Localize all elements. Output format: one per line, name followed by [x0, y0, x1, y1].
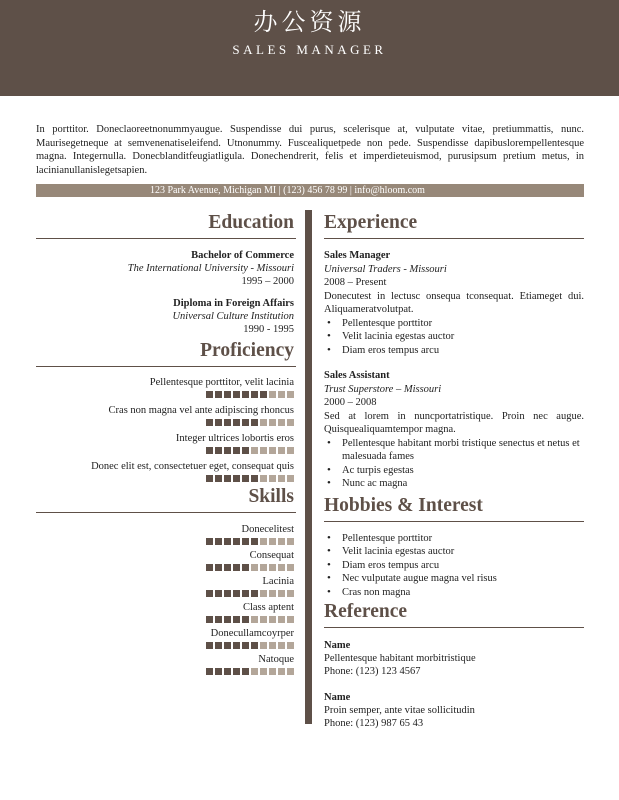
level-block-filled — [251, 538, 258, 545]
skill-item — [36, 575, 296, 597]
level-block-filled — [224, 475, 231, 482]
level-block-empty — [278, 447, 285, 454]
reference-text: Proin semper, ante vitae sollicitudin — [324, 705, 475, 716]
reference-text: Pellentesque habitant morbitristique — [324, 653, 476, 664]
skill-meter — [36, 564, 294, 571]
reference-entry — [324, 639, 584, 678]
skill-label: Natoque — [258, 654, 294, 665]
proficiency-meter — [36, 391, 294, 398]
list-item: • Cras non magna — [324, 586, 584, 600]
level-block-filled — [251, 590, 258, 597]
level-block-filled — [215, 564, 222, 571]
level-block-filled — [215, 668, 222, 675]
proficiency-meter — [36, 419, 294, 426]
level-block-empty — [278, 419, 285, 426]
level-block-filled — [242, 616, 249, 623]
contact-bar: 123 Park Avenue, Michigan MI | (123) 456 78 99 | info@hloom.com — [36, 184, 584, 197]
experience-rule — [324, 238, 584, 239]
header-banner — [0, 0, 619, 96]
proficiency-label: Donec elit est, consectetuer eget, consequat quis — [91, 461, 294, 472]
level-block-filled — [224, 616, 231, 623]
experience-heading: Experience — [324, 212, 418, 233]
level-block-empty — [278, 642, 285, 649]
job-bullets — [324, 317, 584, 358]
right-column — [324, 210, 584, 730]
level-block-filled — [215, 391, 222, 398]
skill-meter — [36, 538, 294, 545]
level-block-empty — [251, 564, 258, 571]
level-block-empty — [269, 447, 276, 454]
skill-label: Lacinia — [262, 576, 294, 587]
list-item: • Pellentesque porttitor — [324, 317, 584, 331]
education-item — [36, 249, 296, 288]
skill-label: Class aptent — [242, 602, 294, 613]
summary-paragraph: In porttitor. Doneclaoreetnonummyaugue. Suspendisse dui purus, scelerisque at, vulputate vitae, pretiummattis, nunc. Maurisegetneque at semvenenatiseleifend. Utnonummy. Fuscealiquetpede non pede. Suspendisse dapibuslorempellentesque magna. Integernulla. Donecblanditfeugiatligula. Donechendrerit, felis et imperdieteuismod, purusipsum pretium metus, in lacinianullanislegetsapien. — [36, 124, 584, 176]
level-block-filled — [233, 616, 240, 623]
level-block-empty — [287, 616, 294, 623]
level-block-empty — [260, 668, 267, 675]
level-block-filled — [215, 475, 222, 482]
reference-phone: Phone: (123) 123 4567 — [324, 666, 421, 677]
job-bullets — [324, 437, 584, 491]
skill-label: Donecelitest — [241, 524, 294, 535]
skills-heading: Skills — [248, 486, 294, 507]
education-degree: Bachelor of Commerce — [191, 250, 294, 261]
level-block-empty — [287, 538, 294, 545]
level-block-filled — [242, 590, 249, 597]
proficiency-label: Integer ultrices lobortis eros — [175, 433, 294, 444]
level-block-empty — [278, 616, 285, 623]
level-block-filled — [242, 391, 249, 398]
candidate-name: 办公资源 — [253, 8, 366, 36]
level-block-filled — [233, 419, 240, 426]
level-block-filled — [242, 419, 249, 426]
level-block-empty — [269, 668, 276, 675]
proficiency-meter — [36, 475, 294, 482]
proficiency-item — [36, 460, 296, 482]
skill-item — [36, 601, 296, 623]
proficiency-rule — [36, 366, 296, 367]
list-item: • Ac turpis egestas — [324, 464, 584, 478]
hobbies-heading: Hobbies & Interest — [324, 494, 483, 516]
level-block-filled — [233, 391, 240, 398]
job-company: Universal Traders - Missouri — [324, 263, 447, 275]
level-block-filled — [233, 538, 240, 545]
level-block-filled — [224, 564, 231, 571]
level-block-empty — [260, 590, 267, 597]
job-years: 2000 – 2008 — [324, 397, 377, 408]
level-block-filled — [206, 590, 213, 597]
list-item: • Velit lacinia egestas auctor — [324, 330, 584, 344]
list-item: • Pellentesque porttitor — [324, 532, 584, 546]
level-block-filled — [215, 590, 222, 597]
level-block-filled — [206, 616, 213, 623]
level-block-empty — [287, 419, 294, 426]
reference-entry — [324, 691, 584, 730]
reference-phone: Phone: (123) 987 65 43 — [324, 718, 424, 729]
list-item: • Nunc ac magna — [324, 477, 584, 491]
level-block-filled — [224, 447, 231, 454]
job-years: 2008 – Present — [324, 277, 387, 288]
level-block-empty — [251, 447, 258, 454]
level-block-empty — [278, 475, 285, 482]
education-years: 1995 – 2000 — [241, 276, 294, 287]
skills-list — [36, 523, 296, 675]
level-block-empty — [260, 447, 267, 454]
education-school: Universal Culture Institution — [172, 311, 294, 322]
level-block-empty — [269, 564, 276, 571]
level-block-empty — [251, 668, 258, 675]
skill-label: Consequat — [249, 550, 294, 561]
level-block-filled — [224, 668, 231, 675]
level-block-empty — [269, 616, 276, 623]
job-title-text: Sales Manager — [324, 250, 391, 261]
level-block-filled — [206, 564, 213, 571]
skill-item — [36, 549, 296, 571]
level-block-filled — [251, 391, 258, 398]
level-block-filled — [224, 642, 231, 649]
level-block-filled — [251, 642, 258, 649]
level-block-empty — [260, 564, 267, 571]
proficiency-label: Pellentesque porttitor, velit lacinia — [149, 377, 294, 388]
skill-meter — [36, 668, 294, 675]
level-block-empty — [287, 447, 294, 454]
level-block-empty — [278, 564, 285, 571]
level-block-filled — [224, 538, 231, 545]
level-block-filled — [242, 564, 249, 571]
education-rule — [36, 238, 296, 239]
level-block-filled — [242, 642, 249, 649]
level-block-filled — [233, 475, 240, 482]
list-item: • Velit lacinia egestas auctor — [324, 545, 584, 559]
list-item: • Diam eros tempus arcu — [324, 344, 584, 358]
proficiency-meter — [36, 447, 294, 454]
level-block-empty — [287, 391, 294, 398]
job-entry — [324, 369, 584, 491]
hobbies-rule — [324, 521, 584, 522]
skill-item — [36, 627, 296, 649]
level-block-filled — [233, 590, 240, 597]
skill-item — [36, 653, 296, 675]
level-block-filled — [215, 447, 222, 454]
level-block-filled — [215, 538, 222, 545]
level-block-filled — [233, 447, 240, 454]
list-item: • Nec vulputate augue magna vel risus — [324, 572, 584, 586]
level-block-empty — [269, 419, 276, 426]
reference-label: Name — [324, 692, 351, 703]
level-block-filled — [242, 668, 249, 675]
proficiency-item — [36, 404, 296, 426]
level-block-filled — [242, 475, 249, 482]
skills-rule — [36, 512, 296, 513]
level-block-filled — [233, 564, 240, 571]
proficiency-list — [36, 376, 296, 482]
skill-item — [36, 523, 296, 545]
level-block-empty — [278, 391, 285, 398]
level-block-empty — [260, 475, 267, 482]
level-block-filled — [206, 642, 213, 649]
level-block-filled — [224, 391, 231, 398]
education-heading: Education — [208, 212, 294, 233]
level-block-empty — [287, 564, 294, 571]
left-column — [36, 210, 296, 675]
level-block-filled — [260, 391, 267, 398]
level-block-filled — [233, 642, 240, 649]
level-block-empty — [278, 668, 285, 675]
level-block-empty — [287, 475, 294, 482]
proficiency-label: Cras non magna vel ante adipiscing rhoncus — [108, 405, 294, 416]
level-block-empty — [287, 668, 294, 675]
level-block-filled — [206, 475, 213, 482]
level-block-filled — [215, 642, 222, 649]
list-item: • Diam eros tempus arcu — [324, 559, 584, 573]
level-block-empty — [260, 642, 267, 649]
level-block-empty — [278, 538, 285, 545]
level-block-filled — [206, 538, 213, 545]
reference-rule — [324, 627, 584, 628]
education-item — [36, 297, 296, 336]
level-block-filled — [215, 419, 222, 426]
hobbies-list — [324, 532, 584, 600]
level-block-empty — [260, 538, 267, 545]
level-block-filled — [206, 447, 213, 454]
level-block-filled — [224, 590, 231, 597]
education-years: 1990 - 1995 — [243, 324, 294, 335]
job-description: Donecutest in lectusc onsequa tconsequat. Etiameget dui. Aliquameratvolutpat. — [324, 290, 584, 315]
level-block-empty — [269, 391, 276, 398]
level-block-empty — [260, 419, 267, 426]
level-block-filled — [242, 538, 249, 545]
level-block-filled — [251, 475, 258, 482]
level-block-filled — [206, 668, 213, 675]
level-block-empty — [269, 590, 276, 597]
reference-label: Name — [324, 640, 351, 651]
level-block-empty — [287, 642, 294, 649]
level-block-filled — [206, 391, 213, 398]
level-block-empty — [269, 475, 276, 482]
job-title-text: Sales Assistant — [324, 370, 390, 381]
list-item: • Pellentesque habitant morbi tristique senectus et netus et malesuada fames — [324, 437, 584, 464]
education-degree: Diploma in Foreign Affairs — [173, 298, 294, 309]
job-description: Sed at lorem in nuncportatristique. Proin nec augue. Quisquealiquamtempor magna. — [324, 410, 584, 435]
proficiency-item — [36, 376, 296, 398]
level-block-empty — [269, 538, 276, 545]
level-block-empty — [269, 642, 276, 649]
level-block-filled — [224, 419, 231, 426]
column-divider — [305, 210, 312, 724]
level-block-empty — [260, 616, 267, 623]
proficiency-heading: Proficiency — [200, 340, 294, 361]
level-block-filled — [215, 616, 222, 623]
reference-heading: Reference — [324, 601, 407, 622]
skill-meter — [36, 642, 294, 649]
level-block-filled — [242, 447, 249, 454]
level-block-empty — [278, 590, 285, 597]
proficiency-item — [36, 432, 296, 454]
level-block-empty — [287, 590, 294, 597]
skill-label: Donecullamcoyrper — [210, 628, 294, 639]
level-block-filled — [233, 668, 240, 675]
education-school: The International University - Missouri — [127, 263, 294, 274]
job-title: SALES MANAGER — [232, 42, 387, 57]
skill-meter — [36, 590, 294, 597]
level-block-filled — [206, 419, 213, 426]
job-entry — [324, 249, 584, 357]
level-block-filled — [251, 419, 258, 426]
job-company: Trust Superstore – Missouri — [324, 383, 442, 395]
level-block-empty — [251, 616, 258, 623]
skill-meter — [36, 616, 294, 623]
